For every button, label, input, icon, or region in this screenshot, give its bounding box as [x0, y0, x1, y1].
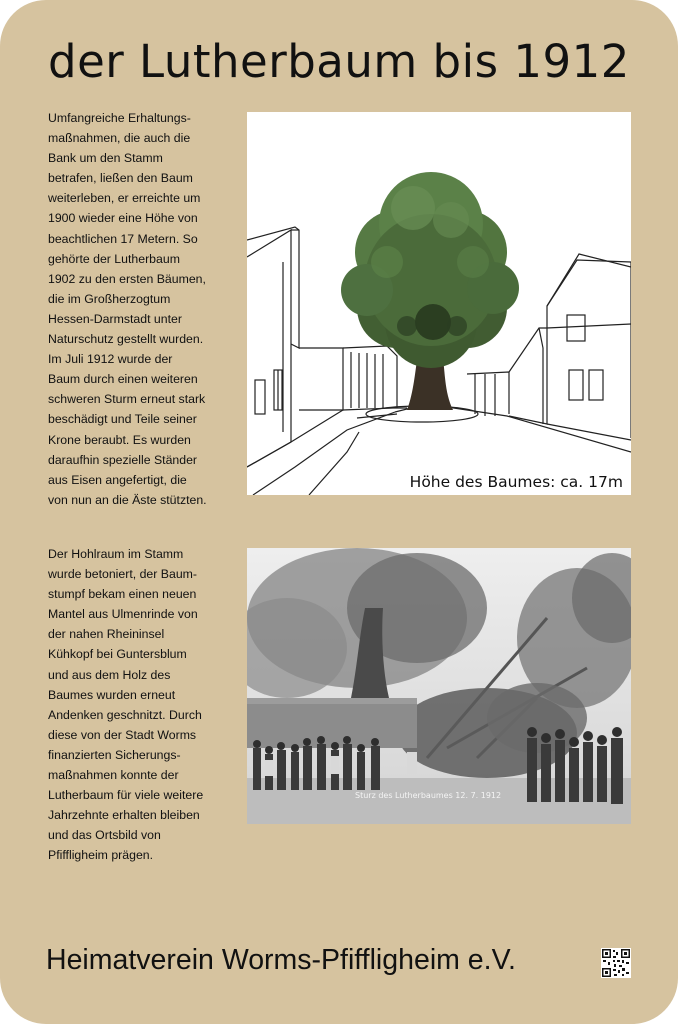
text-line: schweren Sturm erneut stark: [48, 392, 206, 407]
text-line: maßnahmen, die auch die: [48, 131, 191, 146]
photo-caption: Sturz des Lutherbaumes 12. 7. 1912: [355, 791, 502, 800]
text-line: Baumes wurden erneut: [48, 687, 176, 702]
text-line: Lutherbaum für viele weitere: [48, 788, 204, 803]
text-line: und das Ortsbild von: [48, 828, 161, 843]
text-line: Bank um den Stamm: [48, 151, 163, 166]
street-drawing: [247, 112, 631, 495]
qr-code-icon[interactable]: [601, 948, 631, 978]
text-line: stumpf bekam einen neuen: [48, 587, 197, 602]
page-title: der Lutherbaum bis 1912: [48, 35, 630, 88]
historic-photo: [247, 548, 631, 824]
paragraph-history: [48, 108, 228, 510]
text-line: 1900 wieder eine Höhe von: [48, 211, 198, 226]
text-line: wurde betoniert, der Baum-: [48, 567, 198, 582]
text-line: Krone beraubt. Es wurden: [48, 432, 191, 447]
tree-illustration: [247, 112, 631, 495]
text-line: der nahen Rheininsel: [48, 627, 165, 642]
height-caption: Höhe des Baumes: ca. 17m: [409, 473, 623, 491]
photo-scene: [247, 548, 631, 824]
text-line: daraufhin spezielle Ständer: [48, 452, 198, 467]
text-line: beschädigt und Teile seiner: [48, 412, 197, 427]
text-line: von nun an die Äste stützten.: [48, 492, 207, 507]
text-line: betrafen, ließen den Baum: [48, 171, 193, 186]
text-line: Pfiffligheim prägen.: [48, 848, 154, 863]
text-line: diese von der Stadt Worms: [48, 727, 197, 742]
text-line: 1902 zu den ersten Bäumen,: [48, 271, 206, 286]
text-line: Mantel aus Ulmenrinde von: [48, 607, 198, 622]
text-line: maßnahmen konnte der: [48, 768, 179, 783]
text-line: aus Eisen angefertigt, die: [48, 472, 187, 487]
text-line: Umfangreiche Erhaltungs-: [48, 111, 191, 125]
text-line: Der Hohlraum im Stamm: [48, 547, 184, 561]
text-line: die im Großherzogtum: [48, 291, 171, 306]
text-line: Naturschutz gestellt wurden.: [48, 332, 204, 347]
text-line: Hessen-Darmstadt unter: [48, 311, 182, 326]
text-line: Kühkopf bei Guntersblum: [48, 647, 187, 662]
text-line: Jahrzehnte erhalten bleiben: [48, 808, 200, 823]
text-line: gehörte der Lutherbaum: [48, 251, 180, 266]
organization-name: Heimatverein Worms-Pfiffligheim e.V.: [46, 944, 516, 976]
text-line: Andenken geschnitzt. Durch: [48, 707, 202, 722]
text-line: finanzierten Sicherungs-: [48, 747, 181, 762]
text-line: weiterleben, er erreichte um: [48, 191, 201, 206]
text-line: Baum durch einen weiteren: [48, 372, 198, 387]
text-line: Im Juli 1912 wurde der: [48, 352, 173, 367]
text-line: beachtlichen 17 Metern. So: [48, 231, 198, 246]
text-line: und aus dem Holz des: [48, 667, 171, 682]
paragraph-restoration: [48, 544, 228, 866]
